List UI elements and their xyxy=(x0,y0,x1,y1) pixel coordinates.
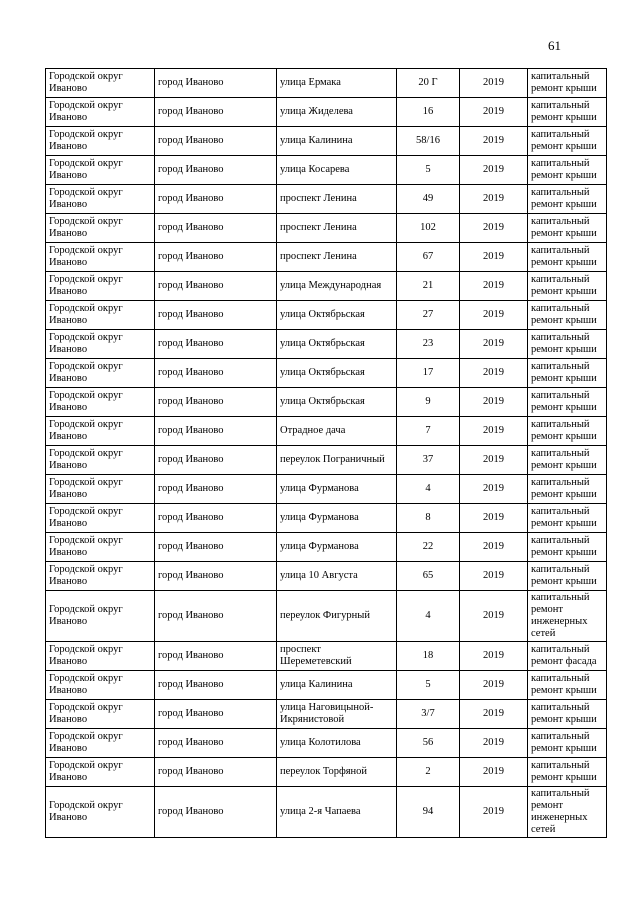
table-row xyxy=(46,98,607,127)
year-cell: 2019 xyxy=(460,533,528,562)
city-cell: город Иваново xyxy=(155,758,277,787)
year-cell: 2019 xyxy=(460,156,528,185)
city-cell: город Иваново xyxy=(155,729,277,758)
table-row xyxy=(46,388,607,417)
house-number-cell: 18 xyxy=(397,642,460,671)
table-row xyxy=(46,671,607,700)
city-cell: город Иваново xyxy=(155,533,277,562)
street-cell: улица 10 Августа xyxy=(277,562,397,591)
table-row xyxy=(46,758,607,787)
house-number-cell: 7 xyxy=(397,417,460,446)
street-cell: улица Жиделева xyxy=(277,98,397,127)
district-cell: Городской округ Иваново xyxy=(46,185,155,214)
district-cell: Городской округ Иваново xyxy=(46,533,155,562)
city-cell: город Иваново xyxy=(155,475,277,504)
house-number-cell: 37 xyxy=(397,446,460,475)
table-row xyxy=(46,562,607,591)
house-number-cell: 65 xyxy=(397,562,460,591)
district-cell: Городской округ Иваново xyxy=(46,562,155,591)
table-row xyxy=(46,475,607,504)
house-number-cell: 3/7 xyxy=(397,700,460,729)
work-type-cell: капитальный ремонт крыши xyxy=(528,156,607,185)
work-type-cell: капитальный ремонт крыши xyxy=(528,185,607,214)
city-cell: город Иваново xyxy=(155,127,277,156)
district-cell: Городской округ Иваново xyxy=(46,504,155,533)
house-number-cell: 20 Г xyxy=(397,69,460,98)
table-row xyxy=(46,301,607,330)
district-cell: Городской округ Иваново xyxy=(46,98,155,127)
house-number-cell: 16 xyxy=(397,98,460,127)
city-cell: город Иваново xyxy=(155,359,277,388)
city-cell: город Иваново xyxy=(155,330,277,359)
table-body xyxy=(46,69,607,838)
district-cell: Городской округ Иваново xyxy=(46,787,155,838)
house-number-cell: 27 xyxy=(397,301,460,330)
table-row xyxy=(46,185,607,214)
table-row xyxy=(46,243,607,272)
year-cell: 2019 xyxy=(460,504,528,533)
work-type-cell: капитальный ремонт крыши xyxy=(528,301,607,330)
year-cell: 2019 xyxy=(460,243,528,272)
house-number-cell: 17 xyxy=(397,359,460,388)
year-cell: 2019 xyxy=(460,642,528,671)
house-number-cell: 5 xyxy=(397,671,460,700)
city-cell: город Иваново xyxy=(155,700,277,729)
street-cell: улица Фурманова xyxy=(277,533,397,562)
work-type-cell: капитальный ремонт крыши xyxy=(528,127,607,156)
district-cell: Городской округ Иваново xyxy=(46,330,155,359)
district-cell: Городской округ Иваново xyxy=(46,388,155,417)
street-cell: улица Косарева xyxy=(277,156,397,185)
district-cell: Городской округ Иваново xyxy=(46,243,155,272)
work-type-cell: капитальный ремонт крыши xyxy=(528,504,607,533)
table-row xyxy=(46,156,607,185)
house-number-cell: 4 xyxy=(397,591,460,642)
house-number-cell: 58/16 xyxy=(397,127,460,156)
house-number-cell: 9 xyxy=(397,388,460,417)
district-cell: Городской округ Иваново xyxy=(46,272,155,301)
city-cell: город Иваново xyxy=(155,214,277,243)
city-cell: город Иваново xyxy=(155,156,277,185)
city-cell: город Иваново xyxy=(155,446,277,475)
year-cell: 2019 xyxy=(460,185,528,214)
work-type-cell: капитальный ремонт крыши xyxy=(528,417,607,446)
work-type-cell: капитальный ремонт крыши xyxy=(528,359,607,388)
street-cell: улица Калинина xyxy=(277,671,397,700)
table-row xyxy=(46,504,607,533)
street-cell: Отрадное дача xyxy=(277,417,397,446)
house-number-cell: 21 xyxy=(397,272,460,301)
year-cell: 2019 xyxy=(460,700,528,729)
street-cell: улица Колотилова xyxy=(277,729,397,758)
year-cell: 2019 xyxy=(460,388,528,417)
year-cell: 2019 xyxy=(460,69,528,98)
city-cell: город Иваново xyxy=(155,69,277,98)
year-cell: 2019 xyxy=(460,562,528,591)
street-cell: улица Международная xyxy=(277,272,397,301)
city-cell: город Иваново xyxy=(155,787,277,838)
work-type-cell: капитальный ремонт крыши xyxy=(528,446,607,475)
city-cell: город Иваново xyxy=(155,388,277,417)
city-cell: город Иваново xyxy=(155,562,277,591)
year-cell: 2019 xyxy=(460,127,528,156)
year-cell: 2019 xyxy=(460,787,528,838)
work-type-cell: капитальный ремонт инженерных сетей xyxy=(528,591,607,642)
work-type-cell: капитальный ремонт инженерных сетей xyxy=(528,787,607,838)
house-number-cell: 22 xyxy=(397,533,460,562)
district-cell: Городской округ Иваново xyxy=(46,359,155,388)
house-number-cell: 102 xyxy=(397,214,460,243)
year-cell: 2019 xyxy=(460,446,528,475)
house-number-cell: 56 xyxy=(397,729,460,758)
street-cell: улица Октябрьская xyxy=(277,301,397,330)
repair-schedule-table xyxy=(45,68,607,838)
year-cell: 2019 xyxy=(460,214,528,243)
district-cell: Городской округ Иваново xyxy=(46,301,155,330)
city-cell: город Иваново xyxy=(155,417,277,446)
street-cell: улица Фурманова xyxy=(277,475,397,504)
city-cell: город Иваново xyxy=(155,504,277,533)
city-cell: город Иваново xyxy=(155,185,277,214)
year-cell: 2019 xyxy=(460,417,528,446)
district-cell: Городской округ Иваново xyxy=(46,591,155,642)
house-number-cell: 23 xyxy=(397,330,460,359)
house-number-cell: 8 xyxy=(397,504,460,533)
work-type-cell: капитальный ремонт фасада xyxy=(528,642,607,671)
year-cell: 2019 xyxy=(460,359,528,388)
city-cell: город Иваново xyxy=(155,272,277,301)
house-number-cell: 49 xyxy=(397,185,460,214)
table-row xyxy=(46,729,607,758)
street-cell: улица Октябрьская xyxy=(277,330,397,359)
year-cell: 2019 xyxy=(460,98,528,127)
work-type-cell: капитальный ремонт крыши xyxy=(528,533,607,562)
table-row xyxy=(46,591,607,642)
work-type-cell: капитальный ремонт крыши xyxy=(528,729,607,758)
street-cell: проспект Ленина xyxy=(277,243,397,272)
city-cell: город Иваново xyxy=(155,642,277,671)
district-cell: Городской округ Иваново xyxy=(46,700,155,729)
table-row xyxy=(46,272,607,301)
work-type-cell: капитальный ремонт крыши xyxy=(528,98,607,127)
table-row xyxy=(46,446,607,475)
house-number-cell: 4 xyxy=(397,475,460,504)
table-row xyxy=(46,787,607,838)
table-row xyxy=(46,533,607,562)
street-cell: улица Наговицыной- Икрянистовой xyxy=(277,700,397,729)
year-cell: 2019 xyxy=(460,330,528,359)
street-cell: улица Октябрьская xyxy=(277,388,397,417)
district-cell: Городской округ Иваново xyxy=(46,417,155,446)
year-cell: 2019 xyxy=(460,729,528,758)
table-row xyxy=(46,214,607,243)
street-cell: улица 2-я Чапаева xyxy=(277,787,397,838)
work-type-cell: капитальный ремонт крыши xyxy=(528,671,607,700)
street-cell: улица Октябрьская xyxy=(277,359,397,388)
page-number: 61 xyxy=(548,38,561,53)
house-number-cell: 67 xyxy=(397,243,460,272)
work-type-cell: капитальный ремонт крыши xyxy=(528,330,607,359)
district-cell: Городской округ Иваново xyxy=(46,127,155,156)
city-cell: город Иваново xyxy=(155,243,277,272)
table-row xyxy=(46,359,607,388)
street-cell: переулок Фигурный xyxy=(277,591,397,642)
house-number-cell: 5 xyxy=(397,156,460,185)
street-cell: улица Калинина xyxy=(277,127,397,156)
street-cell: переулок Пограничный xyxy=(277,446,397,475)
table-row xyxy=(46,127,607,156)
city-cell: город Иваново xyxy=(155,98,277,127)
table-row xyxy=(46,69,607,98)
street-cell: улица Ермака xyxy=(277,69,397,98)
city-cell: город Иваново xyxy=(155,671,277,700)
street-cell: проспект Шереметевский xyxy=(277,642,397,671)
work-type-cell: капитальный ремонт крыши xyxy=(528,388,607,417)
district-cell: Городской округ Иваново xyxy=(46,475,155,504)
year-cell: 2019 xyxy=(460,758,528,787)
table-row xyxy=(46,330,607,359)
house-number-cell: 94 xyxy=(397,787,460,838)
work-type-cell: капитальный ремонт крыши xyxy=(528,758,607,787)
work-type-cell: капитальный ремонт крыши xyxy=(528,700,607,729)
district-cell: Городской округ Иваново xyxy=(46,758,155,787)
district-cell: Городской округ Иваново xyxy=(46,446,155,475)
year-cell: 2019 xyxy=(460,671,528,700)
house-number-cell: 2 xyxy=(397,758,460,787)
work-type-cell: капитальный ремонт крыши xyxy=(528,475,607,504)
work-type-cell: капитальный ремонт крыши xyxy=(528,562,607,591)
year-cell: 2019 xyxy=(460,272,528,301)
table-row xyxy=(46,417,607,446)
table-row xyxy=(46,700,607,729)
year-cell: 2019 xyxy=(460,301,528,330)
street-cell: улица Фурманова xyxy=(277,504,397,533)
year-cell: 2019 xyxy=(460,475,528,504)
work-type-cell: капитальный ремонт крыши xyxy=(528,69,607,98)
work-type-cell: капитальный ремонт крыши xyxy=(528,272,607,301)
work-type-cell: капитальный ремонт крыши xyxy=(528,214,607,243)
work-type-cell: капитальный ремонт крыши xyxy=(528,243,607,272)
street-cell: проспект Ленина xyxy=(277,185,397,214)
street-cell: проспект Ленина xyxy=(277,214,397,243)
year-cell: 2019 xyxy=(460,591,528,642)
district-cell: Городской округ Иваново xyxy=(46,214,155,243)
district-cell: Городской округ Иваново xyxy=(46,156,155,185)
district-cell: Городской округ Иваново xyxy=(46,642,155,671)
city-cell: город Иваново xyxy=(155,301,277,330)
district-cell: Городской округ Иваново xyxy=(46,671,155,700)
city-cell: город Иваново xyxy=(155,591,277,642)
district-cell: Городской округ Иваново xyxy=(46,729,155,758)
district-cell: Городской округ Иваново xyxy=(46,69,155,98)
street-cell: переулок Торфяной xyxy=(277,758,397,787)
table-row xyxy=(46,642,607,671)
